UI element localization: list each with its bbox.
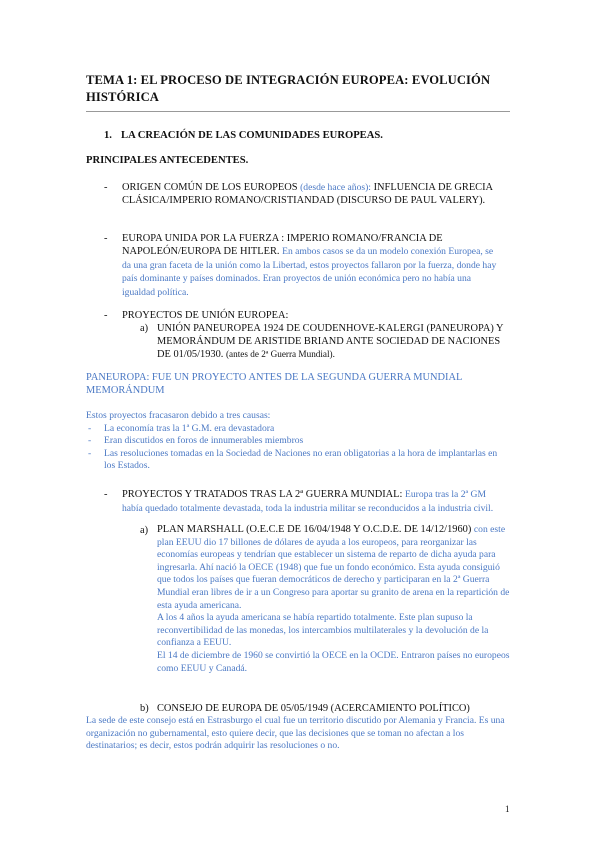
subitem-paneuropea [140, 322, 510, 361]
section-label: LA CREACIÓN DE LAS COMUNIDADES EUROPEAS. [121, 130, 383, 141]
list-item: - La economía tras la 1ª G.M. era devastadora [88, 422, 275, 434]
bullet-explanation: En ambos casos se da un modelo conexión Europea, se da una gran faceta de la unión como la Libertad, estos proyectos fallaron por la fuerza, donde hay país dominante y países dominados. Eran proyectos de unión económica pero no había una igualdad política. [122, 246, 497, 298]
subitem-text: UNIÓN PANEUROPEA 1924 DE COUDENHOVE-KALERGI (PANEUROPA) Y MEMORÁNDUM DE ARISTIDE BRIAND ANTE SOCIEDAD DE NACIONES DE 01/05/1930. [157, 323, 504, 360]
subitem-text: CONSEJO DE EUROPA DE 05/05/1949 (ACERCAMIENTO POLÍTICO) [157, 703, 470, 714]
list-item-text: Las resoluciones tomadas en la Sociedad de Naciones no eran obligatorias a la hora de implantarlas en los Estados. [104, 447, 498, 472]
consejo-paragraph: La sede de este consejo está en Estrasburgo el cual fue un territorio discutido por Alemania y Francia. Es una organización no gubernamental, esto quiere decir, que las decisiones que se toman no afectan a los destinatarios; es decir, estos podrán adquirir las resoluciones o no. [86, 715, 505, 752]
bullet-dash: - [104, 489, 108, 500]
subitem-p3: El 14 de diciembre de 1960 se convirtió la OECE en la OCDE. Entraron países no europeos como EEUU y Canadá. [157, 649, 510, 674]
page-title: TEMA 1: EL PROCESO DE INTEGRACIÓN EUROPEA: EVOLUCIÓN HISTÓRICA [86, 73, 491, 104]
bullet-text: ORIGEN COMÚN DE LOS EUROPEOS [122, 182, 298, 193]
bullet-note: (desde hace años): [300, 182, 371, 193]
bullet-text: PROYECTOS Y TRATADOS TRAS LA 2ª GUERRA MUNDIAL: [122, 489, 403, 500]
title-divider [86, 111, 510, 112]
subitem-note: (antes de 2ª Guerra Mundial). [226, 349, 335, 359]
bullet-dash: - [104, 310, 108, 321]
bullet-origen [104, 181, 504, 207]
subitem-plan-marshall [140, 524, 510, 675]
bullet-dash: - [104, 182, 108, 193]
bullet-text-cont: INFLUENCIA DE GRECIA CLÁSICA/IMPERIO ROMANO/CRISTIANDAD (DISCURSO DE PAUL VALERY). [122, 182, 493, 206]
bullet-explanation: Europa tras la 2ª GM había quedado totalmente devastada, toda la industria militar se reconducidos a la industria civil. [122, 489, 494, 514]
bullet-proyectos-union [104, 309, 504, 322]
paneuropa-heading: PANEUROPA: FUE UN PROYECTO ANTES DE LA SEGUNDA GUERRA MUNDIAL MEMORÁNDUM [86, 372, 462, 396]
subitem-letter: b) [140, 703, 149, 714]
bullet-proyectos-tratados [104, 488, 504, 515]
list-item: - Eran discutidos en foros de innumerables miembros [88, 435, 304, 447]
section-number: 1. [104, 130, 112, 141]
bullet-text: EUROPA UNIDA POR LA FUERZA : IMPERIO ROMANO/FRANCIA DE NAPOLEÓN/EUROPA DE HITLER. [122, 233, 443, 257]
subitem-p1: con este plan EEUU dio 17 billones de dólares de ayuda a los europeos, para reorganizar las economías europeas y tendrían que establecer un sistema de reparto de dicha ayuda para ingresarla. Ahí nació la OECE (1948) que fue un fondo económico. Esta ayuda consiguió que todos los países que fueran democráticos de derecho y participaran en la 2ª Guerra Mundial eran libres de ir a un Congreso para aportar su granito de arena en la repartición de esta ayuda americana. [157, 524, 510, 611]
subitem-letter: a) [140, 323, 149, 334]
list-item-text: La economía tras la 1ª G.M. era devastadora [104, 422, 275, 434]
fracaso-intro: Estos proyectos fracasaron debido a tres causas: [86, 410, 271, 421]
subheading-antecedentes: PRINCIPALES ANTECEDENTES. [86, 155, 249, 166]
subitem-letter: a) [140, 525, 149, 536]
bullet-text: PROYECTOS DE UNIÓN EUROPEA: [122, 310, 289, 321]
subitem-consejo [140, 702, 510, 715]
section-heading [104, 130, 383, 141]
fracaso-block [86, 410, 510, 473]
subitem-text: PLAN MARSHALL (O.E.C.E DE 16/04/1948 Y O.C.D.E. DE 14/12/1960) [157, 524, 472, 535]
bullet-europa-fuerza [104, 232, 504, 299]
list-item: - Las resoluciones tomadas en la Sociedad de Naciones no eran obligatorias a la hora de implantarlas en los Estados. [88, 447, 498, 472]
list-item-text: Eran discutidos en foros de innumerables miembros [104, 435, 304, 447]
page-number: 1 [505, 804, 510, 814]
subitem-p2: A los 4 años la ayuda americana se había repartido totalmente. Este plan supuso la reconvertibilidad de las monedas, los intercambios multilaterales y la devolución de la confianza a EEUU. [157, 612, 489, 649]
bullet-dash: - [104, 233, 108, 244]
